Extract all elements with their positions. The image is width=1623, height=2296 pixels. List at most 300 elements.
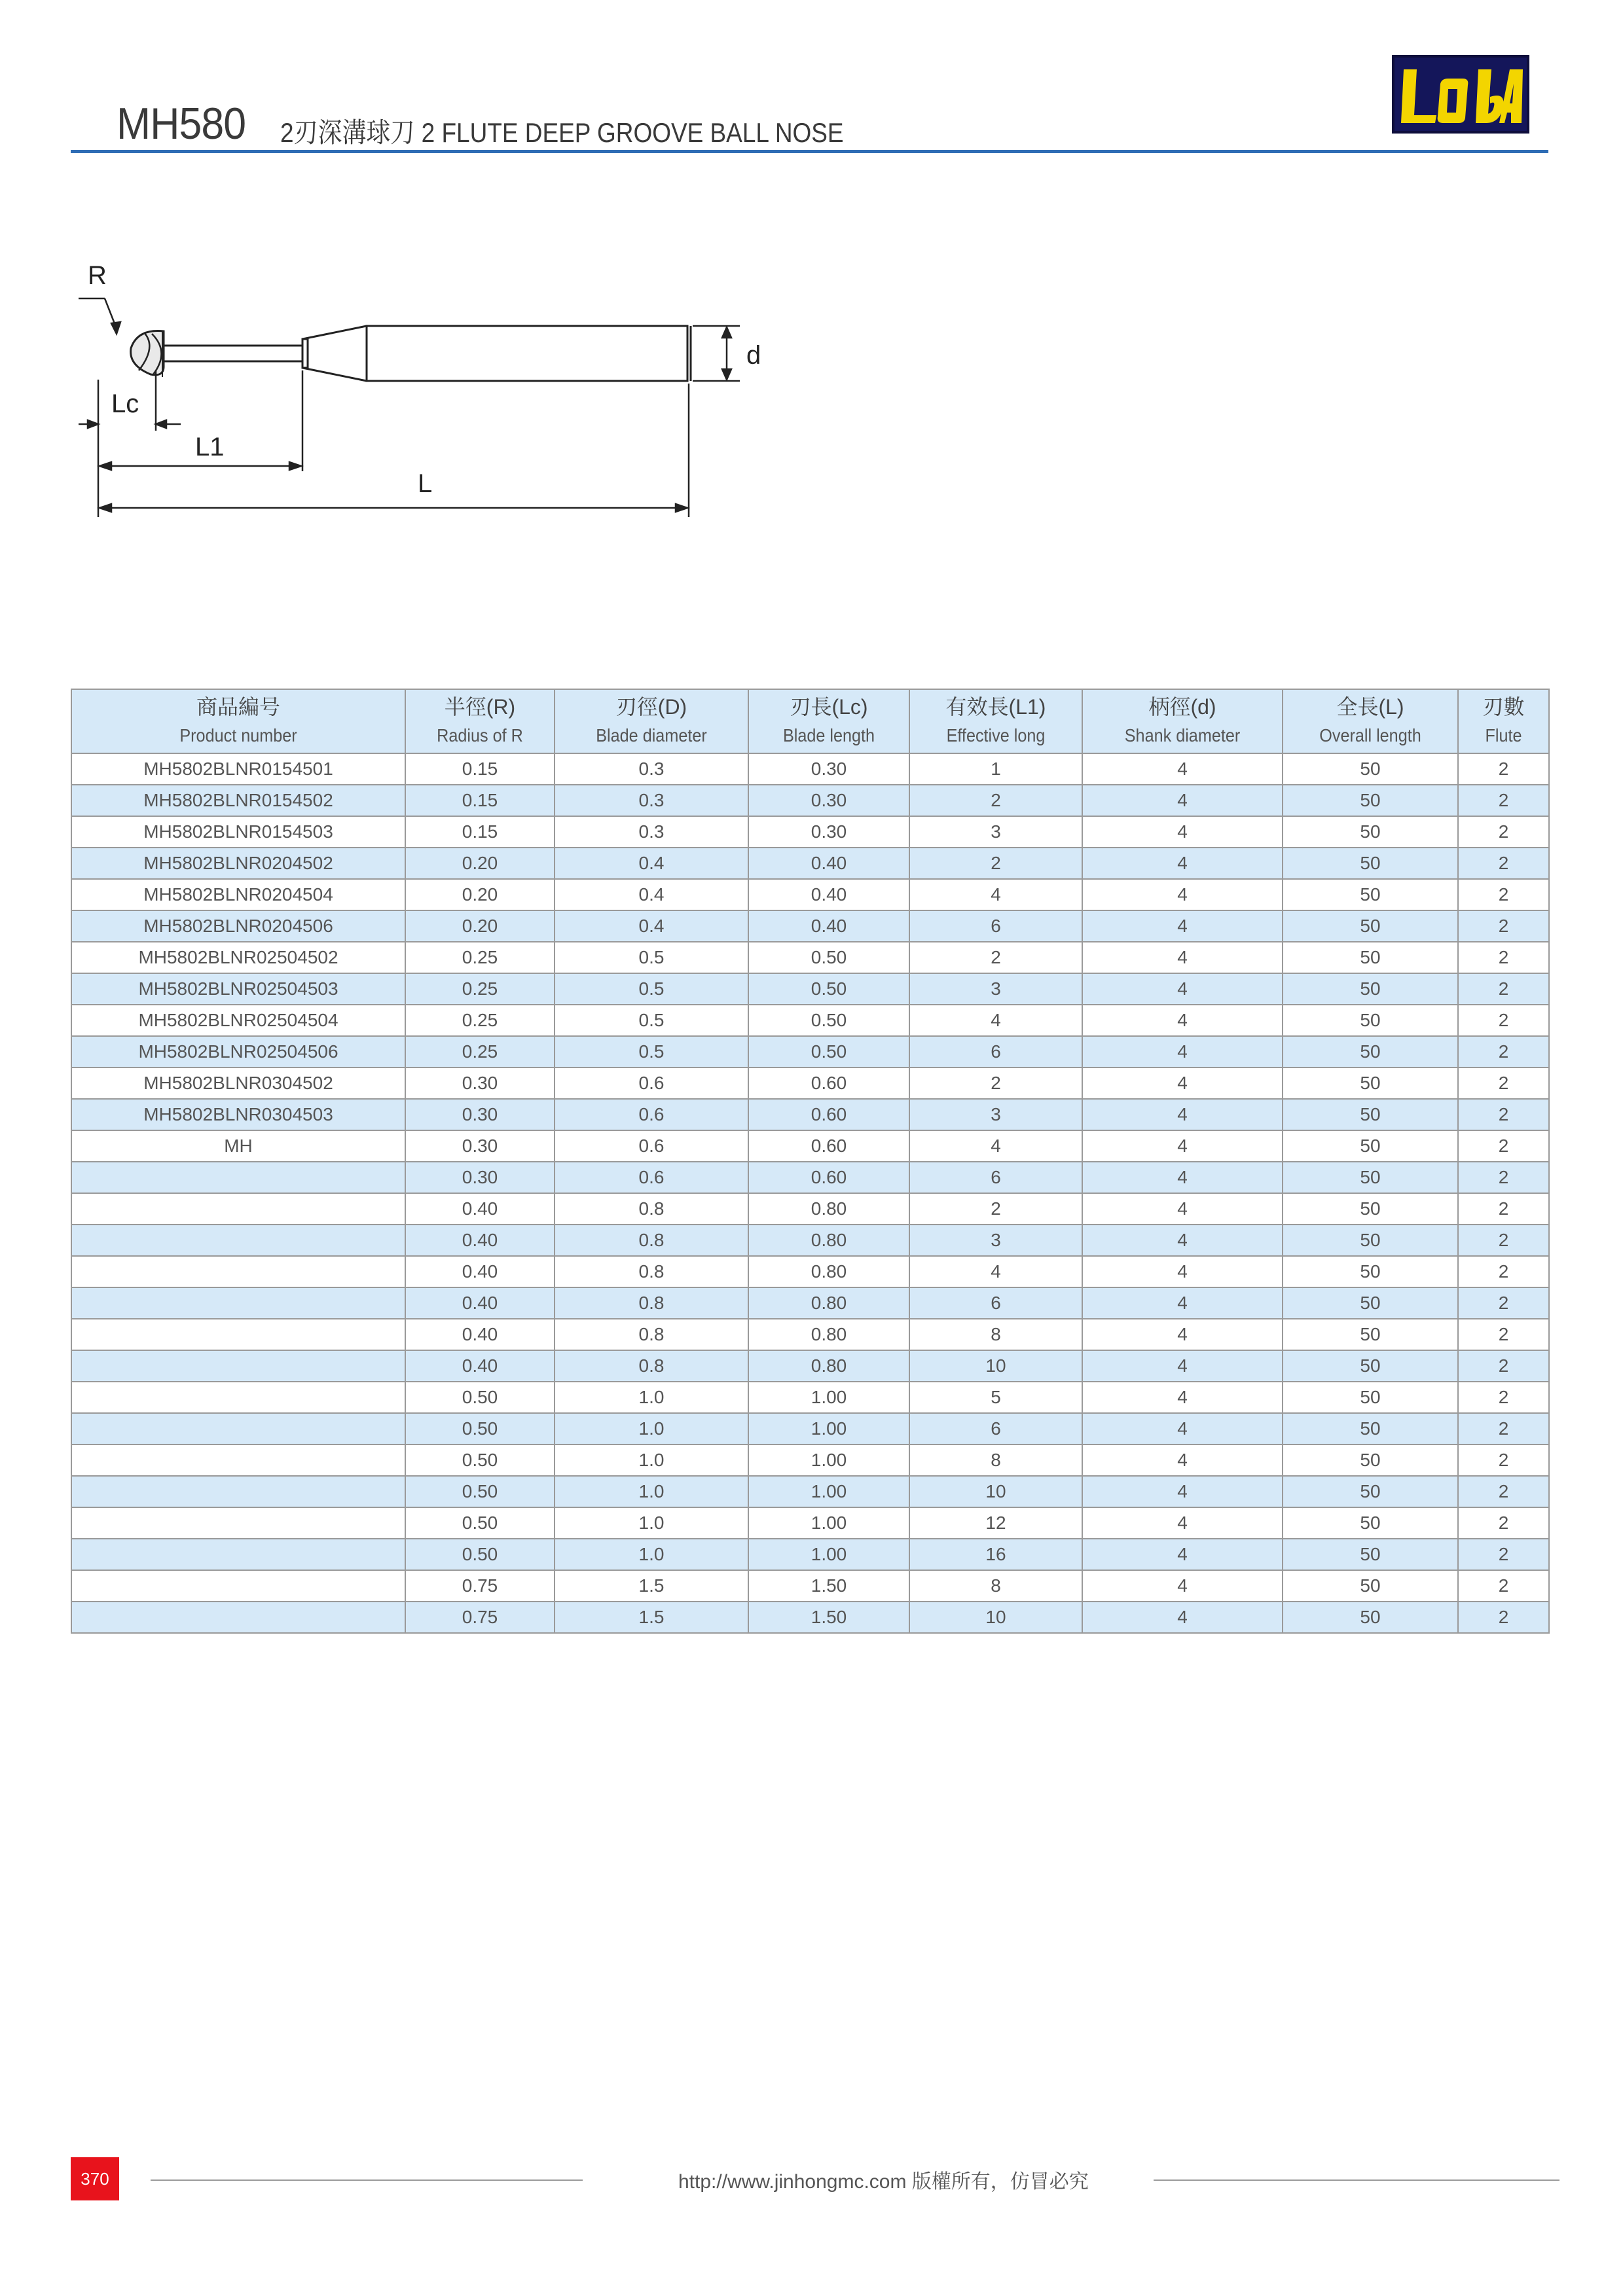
table-cell: 0.25 [405, 942, 555, 973]
d-arrow-top [722, 327, 731, 338]
table-cell: 0.5 [555, 973, 748, 1005]
product-number-cell: MH5802BLNR0154502 [71, 785, 405, 816]
table-cell: 4 [1082, 1162, 1283, 1193]
table-cell: 0.5 [555, 942, 748, 973]
product-number-cell [71, 1256, 405, 1287]
table-cell: 1.00 [748, 1382, 909, 1413]
column-header-en: Shank diameter [1124, 725, 1241, 745]
table-cell: 16 [909, 1539, 1082, 1570]
tool-diagram-svg [65, 255, 786, 530]
table-cell: 0.6 [555, 1162, 748, 1193]
table-cell: 0.15 [405, 753, 555, 785]
table-cell: 2 [1458, 785, 1549, 816]
table-cell: 3 [909, 1225, 1082, 1256]
table-row [71, 942, 1549, 973]
footer-copyright: http://www.jinhongmc.com 版權所有，仿冒必究 [678, 2171, 1089, 2193]
table-cell: 2 [1458, 753, 1549, 785]
table-cell: 0.60 [748, 1130, 909, 1162]
table-cell: 1.5 [555, 1570, 748, 1602]
product-number-cell [71, 1287, 405, 1319]
table-cell: 4 [909, 879, 1082, 910]
table-cell: 0.8 [555, 1225, 748, 1256]
tool-shank [367, 326, 687, 381]
table-cell: 0.6 [555, 1067, 748, 1099]
table-cell: 50 [1283, 1382, 1458, 1413]
table-cell: 0.80 [748, 1319, 909, 1350]
table-cell: 0.40 [405, 1319, 555, 1350]
table-cell: 4 [1082, 848, 1283, 879]
table-cell: 4 [1082, 1350, 1283, 1382]
table-cell: 0.25 [405, 973, 555, 1005]
column-header-cn: 刃徑(D) [615, 695, 687, 719]
product-number-cell: MH5802BLNR0304503 [71, 1099, 405, 1130]
table-cell: 2 [1458, 1099, 1549, 1130]
table-cell: 50 [1283, 1256, 1458, 1287]
d-arrow-bottom [722, 369, 731, 380]
table-cell: 4 [1082, 1256, 1283, 1287]
table-cell: 0.50 [405, 1444, 555, 1476]
table-cell: 1.0 [555, 1413, 748, 1444]
table-cell: 4 [909, 1256, 1082, 1287]
table-row [71, 1570, 1549, 1602]
table-cell: 8 [909, 1444, 1082, 1476]
table-row [71, 910, 1549, 942]
table-cell: 2 [1458, 1130, 1549, 1162]
table-row [71, 1193, 1549, 1225]
table-cell: 50 [1283, 785, 1458, 816]
table-cell: 1.00 [748, 1476, 909, 1507]
column-header-cn: 柄徑(d) [1148, 695, 1216, 719]
table-cell: 2 [1458, 1539, 1549, 1570]
table-cell: 50 [1283, 1507, 1458, 1539]
table-cell: 2 [909, 848, 1082, 879]
table-cell: 3 [909, 1099, 1082, 1130]
table-row [71, 1067, 1549, 1099]
label-lc: Lc [111, 389, 139, 418]
table-cell: 4 [1082, 785, 1283, 816]
table-cell: 50 [1283, 1539, 1458, 1570]
table-cell: 4 [1082, 1099, 1283, 1130]
product-number-cell: MH5802BLNR0154501 [71, 753, 405, 785]
table-cell: 4 [1082, 910, 1283, 942]
table-row [71, 848, 1549, 879]
table-cell: 10 [909, 1476, 1082, 1507]
table-cell: 0.20 [405, 910, 555, 942]
table-row [71, 1444, 1549, 1476]
table-cell: 0.60 [748, 1067, 909, 1099]
table-cell: 0.40 [405, 1350, 555, 1382]
column-header-en: Overall length [1319, 725, 1421, 745]
table-cell: 0.50 [748, 1005, 909, 1036]
label-l: L [418, 469, 433, 498]
table-cell: 2 [1458, 1507, 1549, 1539]
table-cell: 50 [1283, 1036, 1458, 1067]
column-header [555, 689, 748, 753]
table-cell: 50 [1283, 1130, 1458, 1162]
table-cell: 50 [1283, 1287, 1458, 1319]
r-arrowhead [111, 322, 120, 334]
table-cell: 4 [1082, 1507, 1283, 1539]
table-row [71, 1413, 1549, 1444]
table-cell: 6 [909, 1413, 1082, 1444]
product-number-cell [71, 1193, 405, 1225]
table-cell: 2 [1458, 1382, 1549, 1413]
table-cell: 50 [1283, 1413, 1458, 1444]
label-l1: L1 [195, 433, 225, 461]
column-header-en: Product number [179, 725, 297, 745]
table-cell: 0.4 [555, 910, 748, 942]
product-number-cell [71, 1539, 405, 1570]
table-cell: 4 [1082, 1193, 1283, 1225]
table-cell: 50 [1283, 910, 1458, 942]
table-row [71, 785, 1549, 816]
table-cell: 6 [909, 1036, 1082, 1067]
label-r: R [88, 261, 107, 290]
product-number-cell [71, 1413, 405, 1444]
product-number-cell [71, 1382, 405, 1413]
table-cell: 0.50 [405, 1539, 555, 1570]
table-row [71, 1319, 1549, 1350]
table-row [71, 1287, 1549, 1319]
table-cell: 0.60 [748, 1162, 909, 1193]
table-cell: 2 [1458, 1036, 1549, 1067]
table-cell: 0.30 [405, 1099, 555, 1130]
product-number-cell [71, 1476, 405, 1507]
table-cell: 0.4 [555, 848, 748, 879]
column-header-cn: 刃數 [1482, 695, 1525, 719]
table-cell: 50 [1283, 1319, 1458, 1350]
table-cell: 50 [1283, 879, 1458, 910]
tool-diagram [65, 255, 786, 533]
table-cell: 1.00 [748, 1507, 909, 1539]
table-cell: 0.30 [405, 1067, 555, 1099]
column-header [71, 689, 405, 753]
product-number-cell: MH [71, 1130, 405, 1162]
table-cell: 2 [1458, 1350, 1549, 1382]
table-row [71, 879, 1549, 910]
table-cell: 1.00 [748, 1413, 909, 1444]
table-row [71, 1162, 1549, 1193]
table-cell: 1.00 [748, 1539, 909, 1570]
table-cell: 6 [909, 1287, 1082, 1319]
table-cell: 0.20 [405, 848, 555, 879]
table-cell: 2 [1458, 879, 1549, 910]
table-cell: 0.30 [748, 816, 909, 848]
table-cell: 0.50 [405, 1382, 555, 1413]
column-header [748, 689, 909, 753]
table-cell: 3 [909, 973, 1082, 1005]
l1-arrow-left [100, 462, 111, 470]
table-cell: 2 [1458, 973, 1549, 1005]
table-cell: 2 [1458, 1225, 1549, 1256]
column-header-en: Blade length [782, 725, 875, 745]
table-cell: 1.00 [748, 1444, 909, 1476]
table-cell: 4 [1082, 1319, 1283, 1350]
table-row [71, 753, 1549, 785]
table-cell: 50 [1283, 1067, 1458, 1099]
table-cell: 0.80 [748, 1350, 909, 1382]
table-cell: 1.0 [555, 1444, 748, 1476]
table-cell: 0.15 [405, 785, 555, 816]
taper-step [302, 339, 308, 368]
table-row [71, 1507, 1549, 1539]
table-row [71, 1225, 1549, 1256]
table-cell: 4 [1082, 816, 1283, 848]
product-number-cell: MH5802BLNR02504504 [71, 1005, 405, 1036]
tool-neck [157, 346, 302, 361]
column-header-cn: 刃長(Lc) [790, 695, 868, 719]
table-cell: 2 [1458, 910, 1549, 942]
table-cell: 0.5 [555, 1036, 748, 1067]
table-cell: 0.8 [555, 1193, 748, 1225]
table-cell: 0.5 [555, 1005, 748, 1036]
table-cell: 2 [1458, 1067, 1549, 1099]
table-row [71, 1539, 1549, 1570]
table-cell: 0.30 [405, 1130, 555, 1162]
table-cell: 2 [1458, 1319, 1549, 1350]
product-number-cell: MH5802BLNR02504502 [71, 942, 405, 973]
table-cell: 50 [1283, 1476, 1458, 1507]
table-row [71, 973, 1549, 1005]
column-header-en: Radius of R [437, 725, 523, 745]
table-cell: 0.30 [405, 1162, 555, 1193]
table-row [71, 1005, 1549, 1036]
table-row [71, 1099, 1549, 1130]
table-cell: 8 [909, 1570, 1082, 1602]
table-cell: 10 [909, 1602, 1082, 1633]
table-cell: 0.30 [748, 753, 909, 785]
table-cell: 4 [1082, 1602, 1283, 1633]
table-cell: 4 [1082, 1382, 1283, 1413]
table-header-row [71, 689, 1549, 753]
table-cell: 4 [1082, 973, 1283, 1005]
table-cell: 0.50 [405, 1413, 555, 1444]
product-number-cell [71, 1225, 405, 1256]
table-cell: 50 [1283, 753, 1458, 785]
table-cell: 50 [1283, 1444, 1458, 1476]
table-cell: 2 [1458, 1005, 1549, 1036]
column-header [405, 689, 555, 753]
table-cell: 0.25 [405, 1036, 555, 1067]
table-cell: 4 [1082, 942, 1283, 973]
column-header-cn: 商品編号 [196, 695, 280, 719]
product-number-cell: MH5802BLNR0304502 [71, 1067, 405, 1099]
table-cell: 4 [1082, 1036, 1283, 1067]
table-cell: 1 [909, 753, 1082, 785]
table-cell: 0.40 [405, 1225, 555, 1256]
table-cell: 50 [1283, 816, 1458, 848]
table-cell: 0.4 [555, 879, 748, 910]
brand-logo [1392, 55, 1529, 134]
product-number-cell: MH5802BLNR0204502 [71, 848, 405, 879]
table-cell: 0.60 [748, 1099, 909, 1130]
table-cell: 50 [1283, 1099, 1458, 1130]
table-cell: 0.80 [748, 1256, 909, 1287]
table-cell: 4 [1082, 1005, 1283, 1036]
table-cell: 0.3 [555, 753, 748, 785]
table-cell: 0.3 [555, 816, 748, 848]
table-cell: 2 [1458, 1256, 1549, 1287]
table-cell: 50 [1283, 1225, 1458, 1256]
table-cell: 2 [1458, 848, 1549, 879]
footer-divider-right [1154, 2179, 1559, 2181]
table-cell: 1.0 [555, 1507, 748, 1539]
l-arrow-left [100, 504, 111, 512]
header-divider [71, 150, 1548, 153]
table-cell: 0.40 [405, 1287, 555, 1319]
table-cell: 4 [1082, 1130, 1283, 1162]
table-cell: 8 [909, 1319, 1082, 1350]
table-cell: 0.80 [748, 1287, 909, 1319]
product-number-cell [71, 1507, 405, 1539]
table-cell: 0.40 [405, 1193, 555, 1225]
l1-arrow-right [289, 462, 301, 470]
table-cell: 5 [909, 1382, 1082, 1413]
table-body [71, 753, 1549, 1633]
table-cell: 4 [1082, 1570, 1283, 1602]
table-cell: 4 [909, 1130, 1082, 1162]
table-cell: 0.75 [405, 1602, 555, 1633]
table-cell: 2 [909, 942, 1082, 973]
table-cell: 50 [1283, 1350, 1458, 1382]
table-cell: 0.3 [555, 785, 748, 816]
table-cell: 0.50 [405, 1507, 555, 1539]
product-number-cell [71, 1444, 405, 1476]
table-row [71, 816, 1549, 848]
table-row [71, 1256, 1549, 1287]
table-cell: 0.8 [555, 1256, 748, 1287]
product-number-cell [71, 1570, 405, 1602]
table-cell: 0.50 [748, 1036, 909, 1067]
table-cell: 0.6 [555, 1099, 748, 1130]
table-cell: 2 [1458, 1602, 1549, 1633]
table-cell: 3 [909, 816, 1082, 848]
column-header [1082, 689, 1283, 753]
column-header-en: Blade diameter [596, 725, 707, 745]
table-cell: 0.15 [405, 816, 555, 848]
table-cell: 4 [1082, 1287, 1283, 1319]
table-cell: 50 [1283, 1162, 1458, 1193]
product-number-cell: MH5802BLNR0204506 [71, 910, 405, 942]
table-cell: 2 [1458, 942, 1549, 973]
product-number-cell: MH5802BLNR0154503 [71, 816, 405, 848]
table-cell: 50 [1283, 1005, 1458, 1036]
page-subtitle: 2刃深溝球刀 2 FLUTE DEEP GROOVE BALL NOSE [280, 117, 844, 148]
table-cell: 0.75 [405, 1570, 555, 1602]
table-cell: 2 [1458, 1570, 1549, 1602]
label-d: d [746, 341, 761, 370]
table-cell: 4 [1082, 1539, 1283, 1570]
table-cell: 50 [1283, 1570, 1458, 1602]
table-row [71, 1476, 1549, 1507]
table-cell: 0.6 [555, 1130, 748, 1162]
table-cell: 12 [909, 1507, 1082, 1539]
brand-logo-mark [1395, 58, 1527, 131]
column-header-en: Effective long [946, 725, 1046, 745]
table-cell: 50 [1283, 1193, 1458, 1225]
table-cell: 0.30 [748, 785, 909, 816]
table-cell: 2 [1458, 1162, 1549, 1193]
product-number-cell [71, 1602, 405, 1633]
table-cell: 0.80 [748, 1193, 909, 1225]
l-arrow-right [676, 504, 687, 512]
table-cell: 2 [1458, 1287, 1549, 1319]
table-row [71, 1130, 1549, 1162]
table-cell: 2 [1458, 1193, 1549, 1225]
table-cell: 6 [909, 1162, 1082, 1193]
table-cell: 1.50 [748, 1602, 909, 1633]
table-row [71, 1602, 1549, 1633]
lc-arrow-right [156, 420, 166, 428]
table-cell: 4 [1082, 879, 1283, 910]
table-row [71, 1350, 1549, 1382]
spec-table [71, 689, 1550, 1634]
table-cell: 2 [1458, 1444, 1549, 1476]
table-cell: 0.80 [748, 1225, 909, 1256]
table-cell: 4 [1082, 1225, 1283, 1256]
column-header [1458, 689, 1549, 753]
table-cell: 2 [909, 1067, 1082, 1099]
table-cell: 0.25 [405, 1005, 555, 1036]
footer-divider-left [151, 2179, 583, 2181]
table-cell: 0.40 [748, 879, 909, 910]
table-cell: 1.0 [555, 1476, 748, 1507]
product-number-cell: MH5802BLNR02504503 [71, 973, 405, 1005]
table-cell: 2 [909, 785, 1082, 816]
table-cell: 50 [1283, 848, 1458, 879]
table-cell: 4 [1082, 1067, 1283, 1099]
column-header [1283, 689, 1458, 753]
table-cell: 0.8 [555, 1319, 748, 1350]
table-cell: 4 [1082, 753, 1283, 785]
table-cell: 50 [1283, 942, 1458, 973]
table-cell: 50 [1283, 1602, 1458, 1633]
table-row [71, 1036, 1549, 1067]
column-header-en: Flute [1485, 725, 1522, 745]
product-number-cell: MH5802BLNR02504506 [71, 1036, 405, 1067]
table-cell: 4 [909, 1005, 1082, 1036]
table-cell: 0.40 [748, 910, 909, 942]
table-cell: 0.50 [405, 1476, 555, 1507]
column-header [909, 689, 1082, 753]
table-cell: 0.8 [555, 1350, 748, 1382]
table-cell: 2 [909, 1193, 1082, 1225]
table-cell: 2 [1458, 1476, 1549, 1507]
page-number: 370 [71, 2157, 119, 2200]
table-cell: 0.50 [748, 942, 909, 973]
tool-taper [302, 326, 367, 381]
table-cell: 6 [909, 910, 1082, 942]
product-number-cell [71, 1319, 405, 1350]
lc-arrow-left [88, 420, 98, 428]
column-header-cn: 全長(L) [1336, 695, 1404, 719]
column-header-cn: 有效長(L1) [945, 695, 1046, 719]
table-cell: 1.50 [748, 1570, 909, 1602]
table-cell: 4 [1082, 1444, 1283, 1476]
table-cell: 0.40 [748, 848, 909, 879]
product-number-cell [71, 1162, 405, 1193]
table-cell: 2 [1458, 816, 1549, 848]
table-cell: 50 [1283, 973, 1458, 1005]
table-cell: 2 [1458, 1413, 1549, 1444]
product-number-cell: MH5802BLNR0204504 [71, 879, 405, 910]
table-cell: 4 [1082, 1413, 1283, 1444]
table-cell: 10 [909, 1350, 1082, 1382]
column-header-cn: 半徑(R) [444, 695, 516, 719]
table-cell: 0.40 [405, 1256, 555, 1287]
table-row [71, 1382, 1549, 1413]
table-cell: 1.0 [555, 1539, 748, 1570]
